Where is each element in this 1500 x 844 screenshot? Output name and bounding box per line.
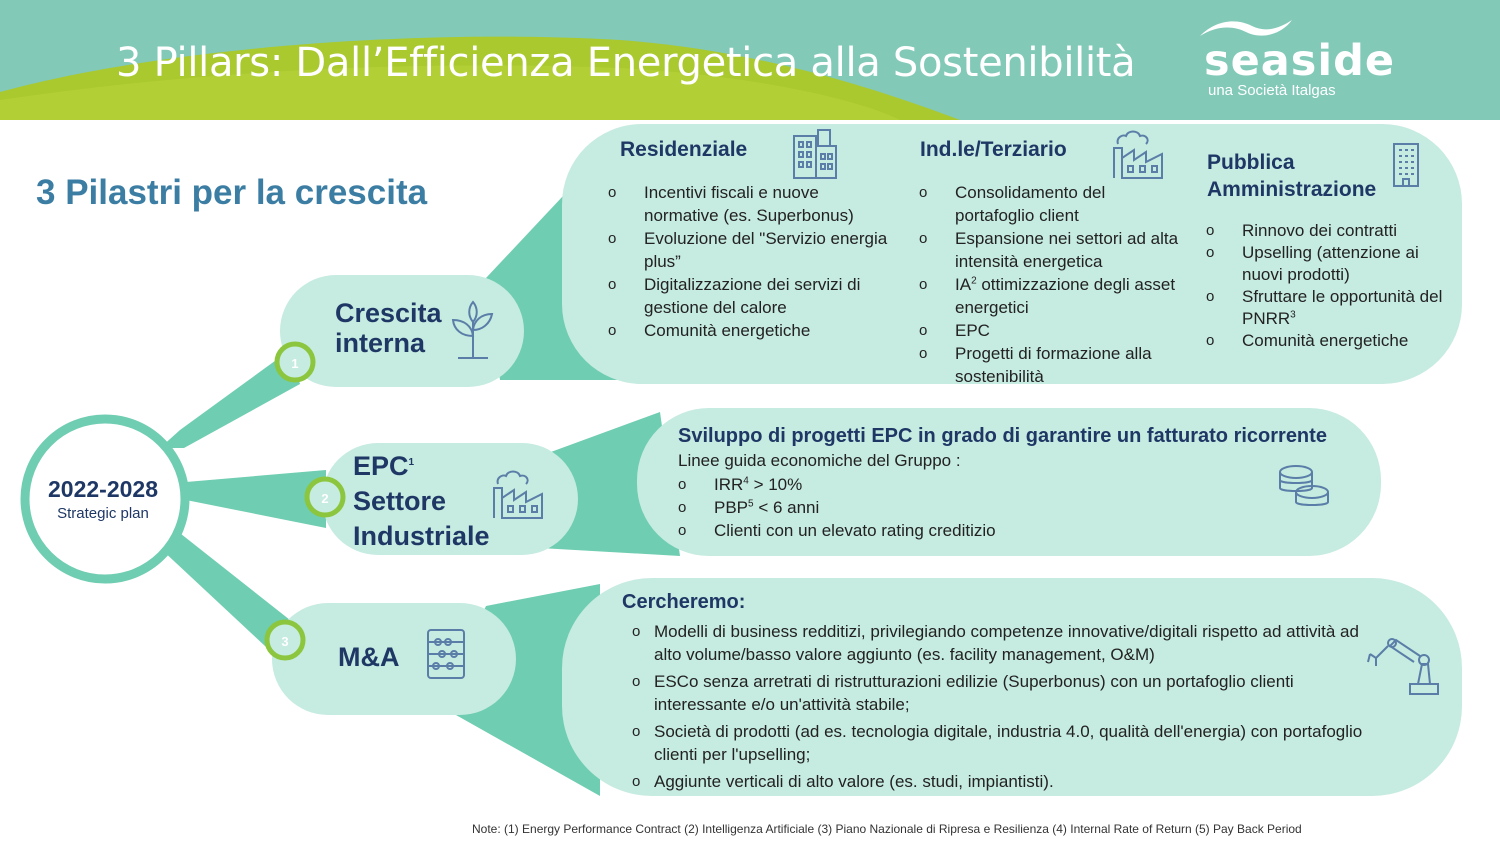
- logo-wordmark: seaside: [1204, 36, 1396, 86]
- list-item: o Comunità energetiche: [1206, 330, 1452, 352]
- list-item: o EPC: [919, 319, 1189, 342]
- slide-title: 3 Pillars: Dall’Efficienza Energetica alla Sostenibilità: [116, 40, 1136, 86]
- list-item: o ESCo senza arretrati di ristrutturazioni edilizie (Superbonus) con un portafoglio clienti interessante e/o un'attività stabile;: [632, 670, 1372, 716]
- pillar-1-line2: interna: [335, 328, 426, 359]
- epc-guidelines-list: [678, 473, 1238, 542]
- ma-targets-list: [632, 620, 1372, 793]
- list-item: o $PBP^5 < 6$ anni: [678, 496, 1238, 519]
- pillar-1-line1: Crescita: [335, 298, 442, 328]
- buildings-icon: [790, 126, 840, 180]
- list-item: o Progetti di formazione alla sostenibilità: [919, 342, 1189, 388]
- list-item: o Espansione nei settori ad alta intensità energetica: [919, 227, 1189, 273]
- epc-panel-intro: Linee guida economiche del Gruppo :: [678, 451, 961, 470]
- residenziale-heading: Residenziale: [620, 138, 748, 161]
- pillar-3-label: M&A: [338, 642, 400, 672]
- pubblica-amministrazione-list: [1206, 220, 1452, 352]
- factory-icon: [1110, 126, 1166, 180]
- list-item: o Aggiunte verticali di alto valore (es. studi, impiantisti).: [632, 770, 1372, 793]
- list-item: o $IRR^4 > 10\%$: [678, 473, 1238, 496]
- abacus-icon: [426, 628, 466, 680]
- industriale-terziario-list: [919, 181, 1189, 388]
- list-item: o Consolidamento del portafoglio client: [919, 181, 1189, 227]
- logo-tagline: una Società Italgas: [1208, 82, 1336, 99]
- list-item: o Incentivi fiscali e nuove normative (es. Superbonus): [608, 181, 893, 227]
- office-tower-icon: [1390, 142, 1422, 188]
- list-item: o Digitalizzazione dei servizi di gestione del calore: [608, 273, 893, 319]
- ma-panel-heading: Cercheremo:: [622, 591, 746, 613]
- hub-years: 2022-2028: [48, 476, 158, 502]
- pillar-1-number: 1: [291, 356, 299, 371]
- pillar-3-number: 3: [281, 634, 289, 649]
- list-item: o Modelli di business redditizi, privilegiando competenze innovative/digitali rispetto ad attività ad alto volume/basso valore aggiunto (es. facility management, O&M): [632, 620, 1372, 666]
- list-item: o Sfruttare le opportunità del PNRR$^3$: [1206, 286, 1452, 330]
- pillar-2-line2: Settore: [353, 486, 447, 517]
- pillar-2-line3: Industriale: [353, 521, 490, 552]
- pillar-2-label: [353, 449, 490, 554]
- plant-icon: [450, 300, 496, 360]
- list-item: o Società di prodotti (ad es. tecnologia digitale, industria 4.0, qualità dell'energia) con portafoglio clienti per l'upselling;: [632, 720, 1372, 766]
- robot-arm-icon: [1366, 634, 1440, 696]
- coins-icon: [1276, 462, 1332, 510]
- hub-label: [26, 476, 180, 522]
- pubblica-amministrazione-heading: Pubblica Amministrazione: [1207, 151, 1377, 201]
- list-item: o Clienti con un elevato rating creditizio: [678, 519, 1238, 542]
- list-item: o Comunità energetiche: [608, 319, 893, 342]
- list-item: o Upselling (attenzione ai nuovi prodotti): [1206, 242, 1452, 286]
- factory-icon: [490, 466, 546, 520]
- industriale-terziario-heading: Ind.le/Terziario: [920, 138, 1067, 161]
- list-item: o Evoluzione del "Servizio energia plus”: [608, 227, 893, 273]
- epc-panel-heading: Sviluppo di progetti EPC in grado di garantire un fatturato ricorrente: [678, 425, 1327, 447]
- pillar-1-label: [335, 298, 442, 358]
- section-title: 3 Pilastri per la crescita: [36, 173, 428, 212]
- pillar-2-number: 2: [321, 491, 329, 506]
- pillar-2-footnote-ref: 1: [408, 457, 415, 468]
- pillar-2-line1: EPC: [353, 451, 409, 481]
- hub-subtitle: Strategic plan: [57, 505, 149, 522]
- footnote: Note: (1) Energy Performance Contract (2) Intelligenza Artificiale (3) Piano Nazionale di Ripresa e Resilienza (4) Internal Rate of Return (5) Pay Back Period: [472, 822, 1302, 836]
- residenziale-list: [608, 181, 893, 342]
- list-item: o $IA^2$ ottimizzazione degli asset energetici: [919, 273, 1189, 319]
- list-item: o Rinnovo dei contratti: [1206, 220, 1452, 242]
